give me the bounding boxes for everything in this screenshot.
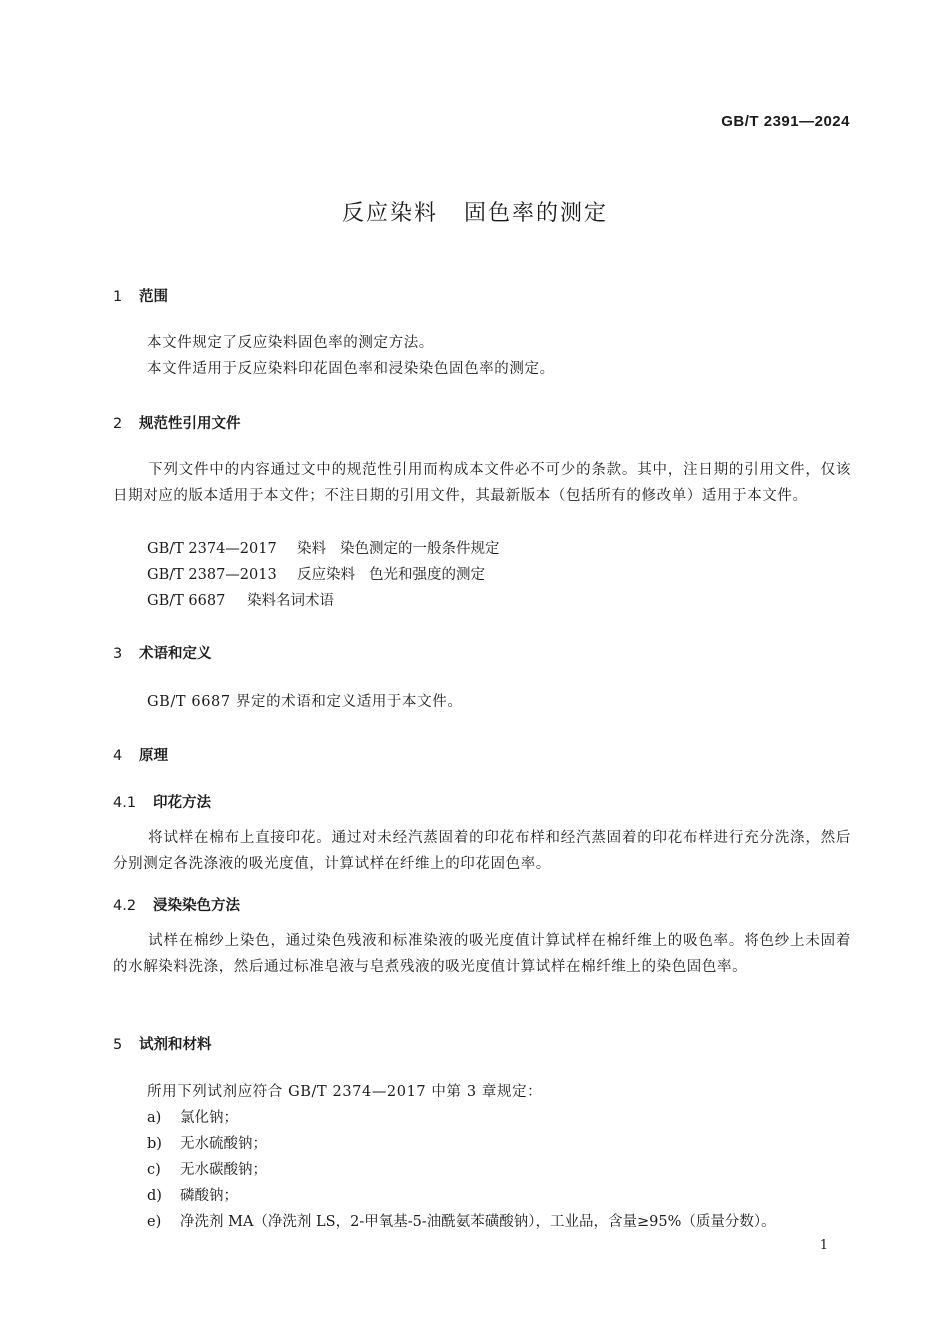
standard-number: GB/T 2391—2024 — [721, 113, 850, 130]
reagent-list-item: c) 无水碳酸钠； — [147, 1162, 267, 1178]
section-1-para-2: 本文件适用于反应染料印花固色率和浸染染色固色率的测定。 — [147, 361, 555, 377]
document-title — [0, 196, 950, 227]
section-1-para-1: 本文件规定了反应染料固色率的测定方法。 — [147, 335, 434, 351]
title-part1: 反应染料 — [341, 201, 438, 226]
section-2-heading: 2 规范性引用文件 — [113, 416, 241, 432]
subsection-4-1-text: 将试样在棉布上直接印花。通过对未经汽蒸固着的印花布样和经汽蒸固着的印花布样进行充分洗涤，然后分别测定各洗涤液的吸光度值，计算试样在纤维上的印花固色率。 — [113, 830, 851, 872]
title-part2: 固色率的测定 — [464, 201, 609, 226]
subsection-4-1-heading: 4.1 印花方法 — [113, 795, 211, 811]
subsection-4-2-text: 试样在棉纱上染色，通过染色残液和标准染液的吸光度值计算试样在棉纤维上的吸色率。将色纱上未固着的水解染料洗涤，然后通过标准皂液与皂煮残液的吸光度值计算试样在棉纤维上的染色固色率。 — [113, 933, 851, 975]
normative-reference: GB/T 2387—2013 反应染料 色光和强度的测定 — [147, 567, 485, 583]
normative-reference: GB/T 2374—2017 染料 染色测定的一般条件规定 — [147, 541, 500, 557]
reagent-list-item: e) 净洗剂 MA（净洗剂 LS，2-甲氧基-5-油酰氨苯磺酸钠），工业品，含量≥95%（质量分数）。 — [147, 1214, 776, 1230]
reagent-list-item: d) 磷酸钠； — [147, 1188, 238, 1204]
reagent-list-item: a) 氯化钠； — [147, 1110, 238, 1126]
reagent-list-item: b) 无水硫酸钠； — [147, 1136, 267, 1152]
page-number: 1 — [819, 1238, 828, 1253]
section-2-intro: 下列文件中的内容通过文中的规范性引用而构成本文件必不可少的条款。其中，注日期的引用文件，仅该日期对应的版本适用于本文件；不注日期的引用文件，其最新版本（包括所有的修改单）适用于本文件。 — [113, 462, 851, 504]
section-5-heading: 5 试剂和材料 — [113, 1037, 212, 1053]
section-1-heading: 1 范围 — [113, 289, 168, 305]
section-5-intro: 所用下列试剂应符合 GB/T 2374—2017 中第 3 章规定： — [147, 1084, 543, 1100]
section-3-heading: 3 术语和定义 — [113, 646, 212, 662]
section-3-para: GB/T 6687 界定的术语和定义适用于本文件。 — [147, 694, 463, 710]
section-4-heading: 4 原理 — [113, 748, 168, 764]
subsection-4-2-heading: 4.2 浸染染色方法 — [113, 898, 240, 914]
normative-reference: GB/T 6687 染料名词术语 — [147, 593, 334, 609]
